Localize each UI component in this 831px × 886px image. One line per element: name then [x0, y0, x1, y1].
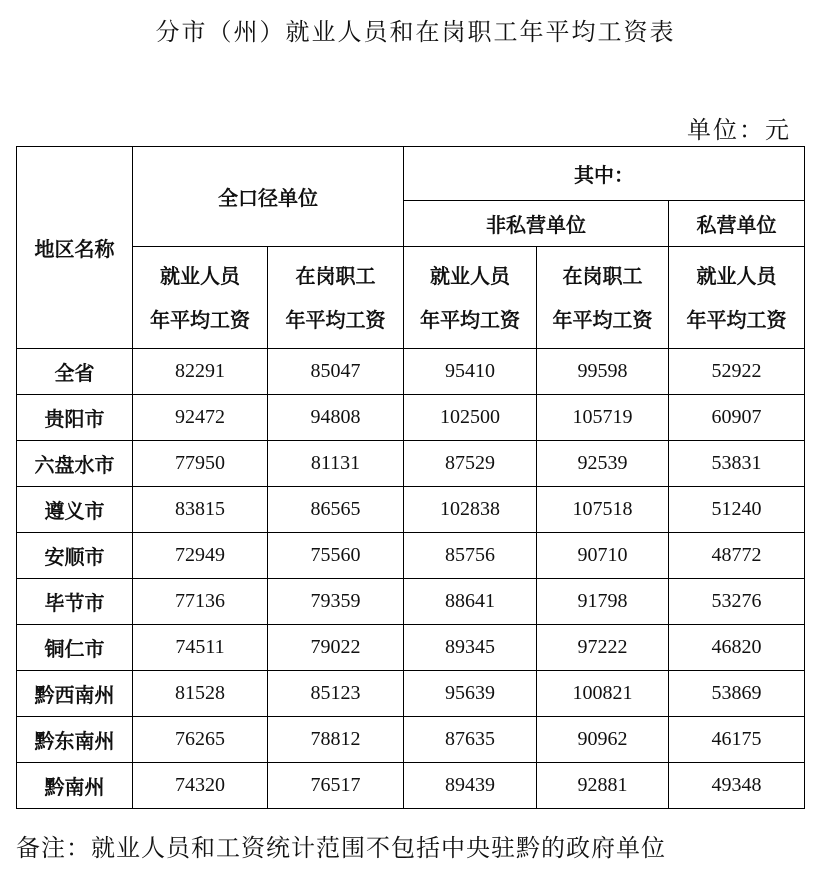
value-cell: 90962	[537, 717, 669, 763]
value-cell: 49348	[669, 763, 805, 809]
value-cell: 53831	[669, 441, 805, 487]
value-cell: 77950	[133, 441, 268, 487]
header-line: 年平均工资	[285, 307, 386, 332]
header-line: 年平均工资	[686, 307, 787, 332]
header-all-employed-wage	[133, 247, 268, 349]
region-name: 铜仁市	[17, 625, 133, 671]
region-name: 六盘水市	[17, 441, 133, 487]
value-cell: 90710	[537, 533, 669, 579]
unit-label: 单位：元	[687, 116, 791, 144]
value-cell: 53276	[669, 579, 805, 625]
table-row	[17, 395, 805, 441]
region-name: 黔西南州	[17, 671, 133, 717]
value-cell: 102838	[404, 487, 537, 533]
region-name: 遵义市	[17, 487, 133, 533]
value-cell: 48772	[669, 533, 805, 579]
region-name: 黔南州	[17, 763, 133, 809]
value-cell: 92881	[537, 763, 669, 809]
region-name: 黔东南州	[17, 717, 133, 763]
footnote: 备注：就业人员和工资统计范围不包括中央驻黔的政府单位	[16, 834, 666, 862]
table-row	[17, 533, 805, 579]
value-cell: 107518	[537, 487, 669, 533]
value-cell: 95639	[404, 671, 537, 717]
value-cell: 81131	[268, 441, 404, 487]
header-line: 就业人员	[696, 263, 777, 288]
header-region-name: 地区名称	[17, 147, 133, 349]
value-cell: 87635	[404, 717, 537, 763]
value-cell: 76265	[133, 717, 268, 763]
header-all-units: 全口径单位	[133, 147, 404, 247]
value-cell: 89345	[404, 625, 537, 671]
header-line: 年平均工资	[552, 307, 653, 332]
table-row	[17, 487, 805, 533]
value-cell: 97222	[537, 625, 669, 671]
value-cell: 102500	[404, 395, 537, 441]
header-all-onpost-wage	[268, 247, 404, 349]
value-cell: 77136	[133, 579, 268, 625]
value-cell: 85756	[404, 533, 537, 579]
value-cell: 53869	[669, 671, 805, 717]
value-cell: 79022	[268, 625, 404, 671]
value-cell: 72949	[133, 533, 268, 579]
value-cell: 60907	[669, 395, 805, 441]
value-cell: 88641	[404, 579, 537, 625]
table-row	[17, 579, 805, 625]
value-cell: 89439	[404, 763, 537, 809]
header-private: 私营单位	[669, 201, 805, 247]
header-of-which: 其中：	[404, 147, 805, 201]
header-non-private: 非私营单位	[404, 201, 669, 247]
value-cell: 85123	[268, 671, 404, 717]
wage-table	[16, 146, 805, 809]
region-name: 毕节市	[17, 579, 133, 625]
value-cell: 74511	[133, 625, 268, 671]
table-row	[17, 671, 805, 717]
region-name: 全省	[17, 349, 133, 395]
header-line: 在岗职工	[562, 263, 643, 288]
value-cell: 51240	[669, 487, 805, 533]
value-cell: 92539	[537, 441, 669, 487]
value-cell: 79359	[268, 579, 404, 625]
table-row	[17, 349, 805, 395]
page-title: 分市（州）就业人员和在岗职工年平均工资表	[155, 18, 676, 46]
table-row	[17, 717, 805, 763]
table-row	[17, 441, 805, 487]
header-line: 年平均工资	[420, 307, 520, 332]
header-line: 就业人员	[160, 263, 240, 288]
value-cell: 46820	[669, 625, 805, 671]
value-cell: 105719	[537, 395, 669, 441]
value-cell: 92472	[133, 395, 268, 441]
value-cell: 75560	[268, 533, 404, 579]
value-cell: 46175	[669, 717, 805, 763]
table-row	[17, 625, 805, 671]
value-cell: 78812	[268, 717, 404, 763]
header-nonprivate-employed-wage	[404, 247, 537, 349]
value-cell: 91798	[537, 579, 669, 625]
value-cell: 76517	[268, 763, 404, 809]
value-cell: 52922	[669, 349, 805, 395]
value-cell: 86565	[268, 487, 404, 533]
value-cell: 74320	[133, 763, 268, 809]
region-name: 贵阳市	[17, 395, 133, 441]
region-name: 安顺市	[17, 533, 133, 579]
value-cell: 85047	[268, 349, 404, 395]
table-row	[17, 763, 805, 809]
value-cell: 87529	[404, 441, 537, 487]
value-cell: 94808	[268, 395, 404, 441]
header-line: 年平均工资	[150, 307, 250, 332]
value-cell: 82291	[133, 349, 268, 395]
header-line: 就业人员	[430, 263, 510, 288]
header-line: 在岗职工	[295, 263, 376, 288]
value-cell: 83815	[133, 487, 268, 533]
value-cell: 100821	[537, 671, 669, 717]
header-private-employed-wage	[669, 247, 805, 349]
value-cell: 81528	[133, 671, 268, 717]
header-nonprivate-onpost-wage	[537, 247, 669, 349]
value-cell: 99598	[537, 349, 669, 395]
value-cell: 95410	[404, 349, 537, 395]
